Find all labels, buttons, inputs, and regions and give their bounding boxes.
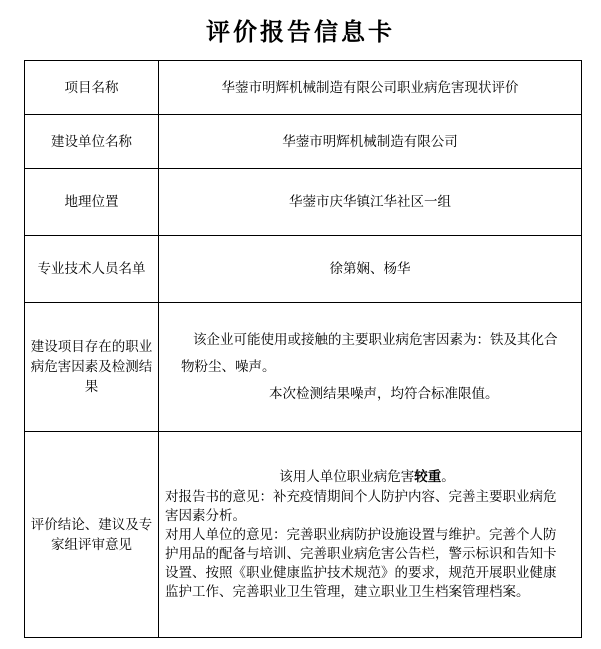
info-card-table: [24, 60, 582, 638]
table-row: [25, 115, 582, 169]
conclusion-severity: 较重: [414, 468, 442, 485]
table-row: [25, 61, 582, 115]
hazards-value: [159, 303, 582, 432]
hazards-label: 建设项目存在的职业病危害因素及检测结果: [25, 303, 159, 432]
technicians-label: 专业技术人员名单: [25, 236, 159, 303]
table-row: [25, 303, 582, 432]
table-row: [25, 236, 582, 303]
conclusion-summary-suffix: 。: [441, 468, 455, 485]
conclusion-summary-prefix: 该用人单位职业病危害: [279, 468, 415, 485]
technicians-value: 徐第娴、杨华: [159, 236, 582, 303]
location-label: 地理位置: [25, 169, 159, 236]
table-row: [25, 432, 582, 638]
report-opinion: 对报告书的意见：补充疫情期间个人防护内容、完善主要职业病危害因素分析。: [165, 488, 557, 524]
table-row: [25, 169, 582, 236]
project-name-value: 华蓥市明辉机械制造有限公司职业病危害现状评价: [159, 61, 582, 115]
project-name-label: 项目名称: [25, 61, 159, 115]
conclusion-value: [159, 432, 582, 638]
employer-opinion: 对用人单位的意见：完善职业病防护设施设置与维护。完善个人防护用品的配备与培训、完善职业病危害公告栏，警示标识和告知卡设置、按照《职业健康监护技术规范》的要求，规范开展职业健康监护工作、完善职业卫生管理，建立职业卫生档案管理档案。: [165, 526, 557, 600]
hazards-line-2: 本次检测结果噪声，均符合标准限值。: [269, 385, 499, 402]
construction-unit-value: 华蓥市明辉机械制造有限公司: [159, 115, 582, 169]
location-value: 华蓥市庆华镇江华社区一组: [159, 169, 582, 236]
construction-unit-label: 建设单位名称: [25, 115, 159, 169]
hazards-line-1: 该企业可能使用或接触的主要职业病危害因素为：铁及其化合物粉尘、噪声。: [181, 331, 558, 375]
conclusion-label: 评价结论、建议及专家组评审意见: [25, 432, 159, 638]
conclusion-summary: [165, 468, 569, 487]
page-title: 评价报告信息卡: [206, 18, 395, 46]
